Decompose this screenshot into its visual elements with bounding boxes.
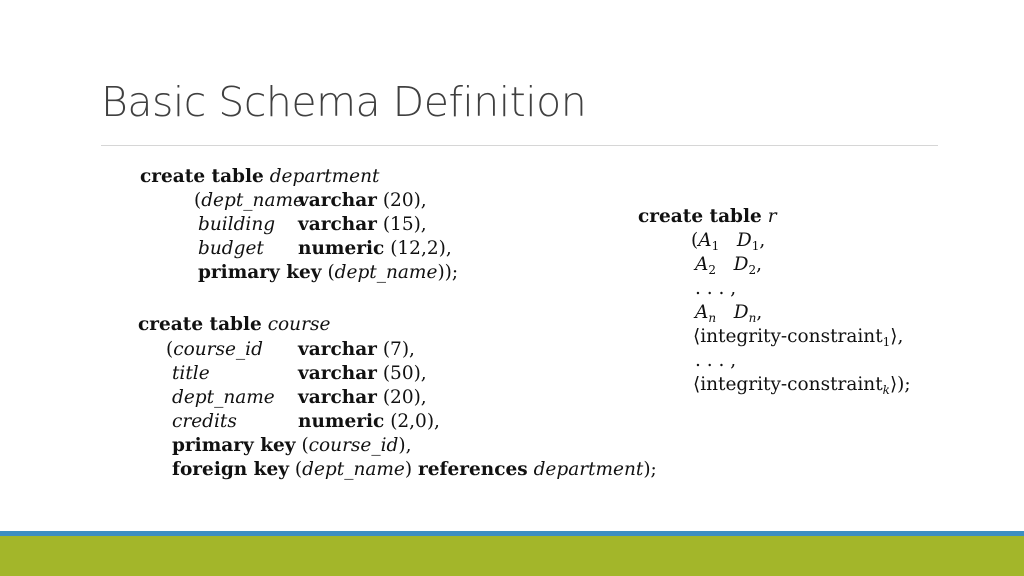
comma: , <box>756 254 763 275</box>
constraint-text: integrity-constraint <box>700 326 883 347</box>
column-type <box>298 216 427 235</box>
angle-open: ⟨ <box>693 374 701 395</box>
subscript: n <box>708 311 717 325</box>
sql-keyword: primary key <box>198 262 322 283</box>
subscript: 2 <box>748 263 757 277</box>
column-type <box>298 192 427 211</box>
open-paren: ( <box>166 339 174 360</box>
attribute-symbol: A <box>698 230 712 251</box>
type-args: (20), <box>382 190 427 211</box>
ddl-create-line <box>138 316 330 335</box>
footer-band <box>0 536 1024 576</box>
column-name-text: budget <box>198 238 264 259</box>
column-name-text: dept_name <box>302 459 405 480</box>
type-keyword: varchar <box>298 363 377 384</box>
table-name: course <box>267 314 331 335</box>
sql-keyword: references <box>418 459 528 480</box>
title-divider <box>101 145 938 146</box>
subscript: n <box>748 311 757 325</box>
attribute-line: ($A_1$ $D_1$, <box>691 230 766 253</box>
domain-symbol: D <box>733 302 749 323</box>
table-name: department <box>533 459 644 480</box>
attribute-line <box>695 304 762 323</box>
type-keyword: varchar <box>298 387 377 408</box>
column-type <box>298 413 440 432</box>
constraint-text: integrity-constraint <box>700 374 883 395</box>
angle-open: ⟨ <box>693 326 701 347</box>
open-paren: ( <box>194 190 202 211</box>
type-keyword: varchar <box>298 339 377 360</box>
ddl-create-line <box>638 208 777 227</box>
comma: , <box>897 326 904 347</box>
sql-keyword: create table <box>638 206 762 227</box>
column-name-text: dept_name <box>201 190 304 211</box>
angle-close: ⟩ <box>890 326 898 347</box>
subscript: 2 <box>708 263 717 277</box>
table-name: r <box>767 206 777 227</box>
column-type <box>298 389 427 408</box>
column-type <box>298 365 427 384</box>
sql-keyword: create table <box>140 166 264 187</box>
primary-key-line: primary key (course_id), <box>172 435 412 456</box>
column-name-text: dept_name <box>172 387 275 408</box>
column-type <box>298 341 415 360</box>
comma: , <box>756 302 763 323</box>
column-type <box>298 240 452 259</box>
column-name-text: title <box>172 363 210 384</box>
type-args: (50), <box>382 363 427 384</box>
column-name <box>198 216 275 235</box>
type-args: (2,0), <box>390 411 440 432</box>
type-keyword: varchar <box>298 214 377 235</box>
column-name <box>198 240 264 259</box>
comma: , <box>759 230 766 251</box>
column-name-text: dept_name <box>334 262 438 283</box>
sql-keyword: create table <box>138 314 262 335</box>
sql-keyword: primary key <box>172 435 296 456</box>
column-name-text: course_id <box>173 339 263 360</box>
angle-close: ⟩ <box>889 374 898 395</box>
attribute-symbol: A <box>695 302 709 323</box>
close-paren: ); <box>897 374 911 395</box>
column-name <box>172 413 237 432</box>
column-name-text: credits <box>172 411 237 432</box>
column-name-text: course_id <box>308 435 399 456</box>
domain-symbol: D <box>733 254 749 275</box>
slide-title: Basic Schema Definition <box>101 78 587 126</box>
subscript: 1 <box>751 239 760 253</box>
close-paren: ); <box>643 459 657 480</box>
type-args: (20), <box>382 387 427 408</box>
ellipsis-line: . . . , <box>695 278 737 299</box>
column-name <box>194 192 304 211</box>
foreign-key-line: foreign key (dept_name) references department); <box>172 459 657 480</box>
constraint-line <box>693 328 903 347</box>
close-paren: ), <box>398 435 412 456</box>
subscript: k <box>882 383 890 397</box>
type-keyword: varchar <box>298 190 377 211</box>
type-keyword: numeric <box>298 238 385 259</box>
attribute-line <box>695 256 762 275</box>
type-args: (15), <box>382 214 427 235</box>
column-name-text: building <box>198 214 276 235</box>
ddl-create-line <box>140 168 379 187</box>
sql-keyword: foreign key <box>172 459 290 480</box>
type-args: (12,2), <box>390 238 452 259</box>
ellipsis-line: . . . , <box>695 350 737 371</box>
close-paren: )); <box>437 262 459 283</box>
attribute-symbol: A <box>695 254 709 275</box>
column-name <box>166 341 263 360</box>
constraint-line <box>693 376 911 395</box>
column-name <box>172 389 275 408</box>
domain-symbol: D <box>736 230 752 251</box>
subscript: 1 <box>882 335 891 349</box>
column-name <box>172 365 210 384</box>
type-keyword: numeric <box>298 411 385 432</box>
subscript: 1 <box>711 239 720 253</box>
table-name: department <box>269 166 380 187</box>
primary-key-line: primary key (dept_name)); <box>198 262 459 283</box>
type-args: (7), <box>382 339 415 360</box>
